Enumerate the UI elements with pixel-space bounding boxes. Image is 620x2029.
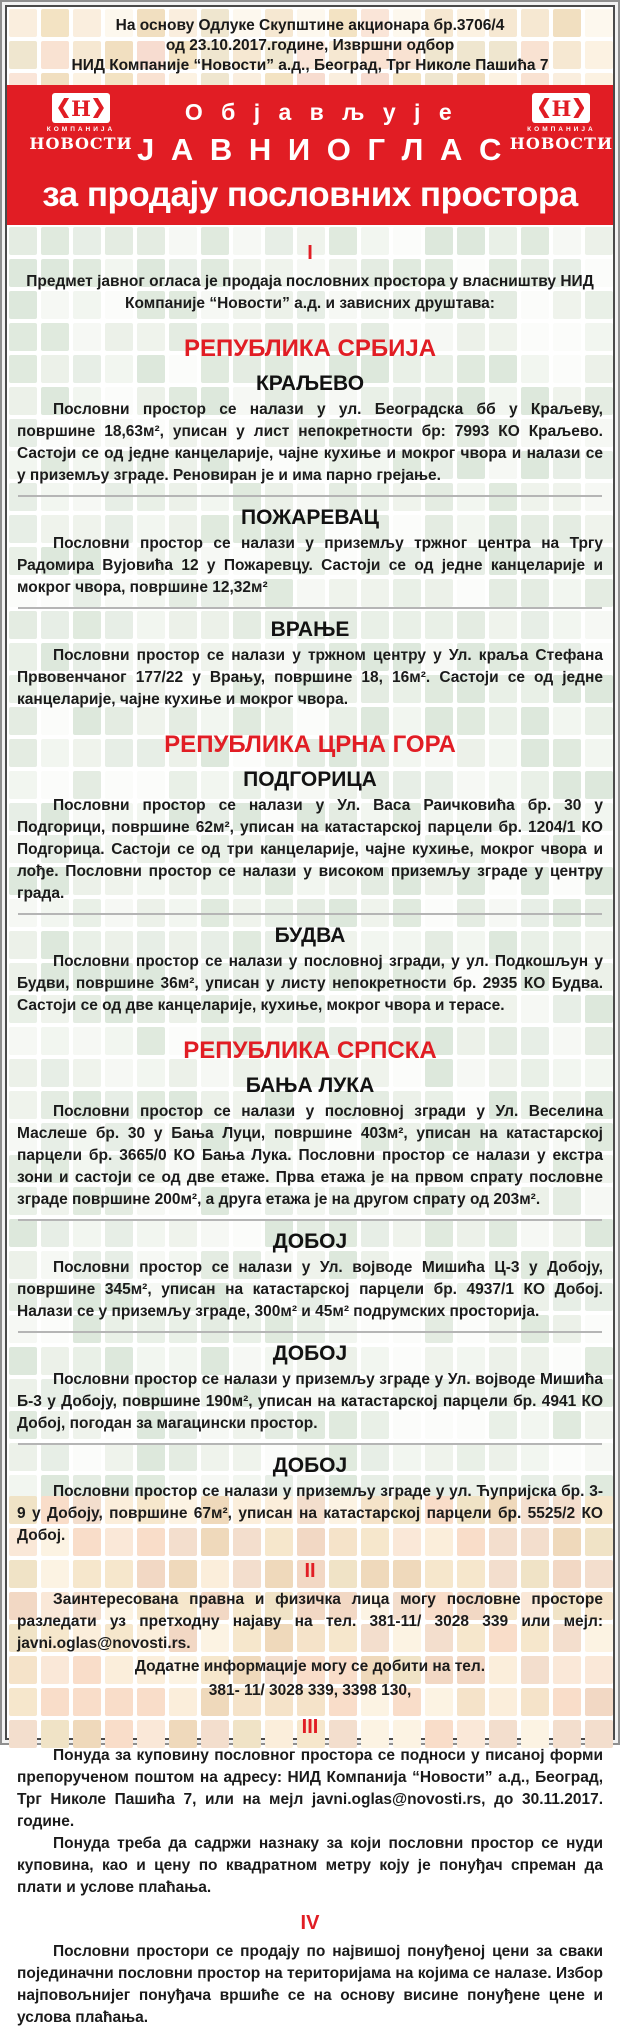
masthead [7, 7, 613, 85]
masthead-line-1: На основу Одлуке Скупштине акционара бр.3706/4 [115, 17, 505, 34]
section-1-intro: Предмет јавног огласа је продаја пословних простора у власништву НИД Компаније “Новости” а.д. и зависних друштава: [26, 273, 594, 312]
logo-name-label: НОВОСТИ [29, 134, 133, 153]
section-3-offer-text: Понуда за куповину пословног простора се подноси у писаној форми препорученом поштом на адресу: НИД Компанија “Новости” а.д., Београд, Трг Николе Пашића 7, или на мејл javni.oglas@novosti.rs, до 30.11.2017. године. [17, 1747, 603, 1830]
novosti-logo-mark [52, 93, 110, 123]
logo-company-label: КОМПАНИЈА [527, 126, 596, 133]
city-description-doboj-1: Пословни простор се налази у Ул. војводе Мишића Ц-3 у Добоју, површине 345м², уписан на катастарској парцели бр. 4937/1 КО Добој. Налази се у приземљу зграде, 300м² и 45м² подрумских просторија. [17, 1259, 603, 1320]
section-4-numeral: IV [300, 1912, 320, 1934]
city-description-budva: Пословни простор се налази у пословној згради, у ул. Подкошљун у Будви, површине 36м², уписан у листу непокретности бр. 2935 КО Будва. Састоји се од две канцеларије, кухиње, мокрог чвора и терасе. [17, 953, 603, 1014]
city-heading-podgorica: ПОДГОРИЦА [243, 768, 377, 791]
city-heading-budva: БУДВА [274, 924, 346, 947]
city-heading-doboj-2: ДОБОЈ [272, 1342, 348, 1365]
city-description-pozarevac: Пословни простор се налази у приземљу тржног центра на Тргу Радомира Вујовића 12 у Пожаревцу. Састоји се од једне канцеларије и мокрог чвора, површине 12,32м² [17, 535, 603, 596]
banner-center [137, 93, 505, 168]
novosti-logo-left [25, 93, 137, 153]
city-heading-pozarevac: ПОЖАРЕВАЦ [241, 506, 379, 529]
chevron-right-icon [573, 98, 584, 118]
logo-company-label: КОМПАНИЈА [46, 126, 116, 133]
section-3-numeral: III [301, 1716, 319, 1738]
section-divider [18, 1219, 602, 1221]
banner-row [7, 85, 613, 168]
city-description-vranje: Пословни простор се налази у тржном центру у Ул. краља Стефана Првовенчаног 177/22 у Врању, површине 18, 16м². Састоји се од једне канцеларије, чајне кухиње и мокрог чвора. [17, 647, 603, 708]
city-description-podgorica: Пословни простор се налази у Ул. Васа Раичковића бр. 30 у Подгорици, површине 62м², уписан на катастарској парцели бр. 1204/1 КО Подгорица. Састоји се од три канцеларије, чајне кухиње, мокрог чвора и лође. Пословни простор се налази у високом приземљу зграде у центру града. [17, 797, 603, 902]
republic-heading-srbija: РЕПУБЛИКА СРБИЈА [183, 335, 437, 362]
city-heading-banja-luka: БАЊА ЛУКА [245, 1074, 375, 1097]
section-divider [18, 1443, 602, 1445]
section-3-offer-contents-text: Понуда треба да садржи назнаку за који пословни простор се нуди куповина, као и цену по квадратном метру коју је понуђач спреман да плати и услове плаћања. [17, 1835, 603, 1896]
novosti-logo-mark [532, 93, 590, 123]
city-description-doboj-2: Пословни простор се налази у приземљу зграде у Ул. војводе Мишића Б-3 у Добоју, површине 190м², уписан на катастарској парцели бр. 4941 КО Добој, погодан за магацински простор. [17, 1371, 603, 1432]
city-heading-kraljevo: КРАЉЕВО [255, 372, 365, 395]
banner-subtitle: за продају пословних простора [42, 175, 578, 214]
ad-body [7, 225, 613, 2026]
chevron-left-icon [539, 98, 550, 118]
masthead-line-2: од 23.10.2017.године, Извршни одбор [165, 37, 455, 54]
city-heading-vranje: ВРАЊЕ [270, 618, 350, 641]
section-2-info-line: Додатне информације могу се добити на тел. [134, 1658, 486, 1675]
red-banner [7, 85, 613, 225]
section-2-numeral: II [304, 1560, 316, 1582]
section-divider [18, 495, 602, 497]
city-description-banja-luka: Пословни простор се налази у пословној згради у Ул. Веселина Маслеше бр. 30 у Бања Луци, површине 403м², уписан на катастарској парцели бр. 3665/0 КО Бања Лука. Пословни простор се налази у екстра зони и састоји се од две етаже. Прва етажа је на првом спрату пословне зграде површине 200м², а друга етажа је на другом спрату од 203м². [17, 1103, 603, 1208]
logo-name-label: НОВОСТИ [509, 134, 614, 153]
banner-title: Ј А В Н И О Г Л А С [137, 132, 506, 167]
section-4-sale-terms-text: Пословни простори се продају по највишој понуђеној цени за сваки појединачни пословни простор на територијама на којима се налазе. Избор најповољнијег понуђача вршиће се на основу висине понуђене цене и услова плаћања. [17, 1943, 603, 2026]
banner-publishes-line: О б ј а в љ у ј е [184, 99, 458, 125]
section-divider [18, 913, 602, 915]
chevron-left-icon [58, 98, 69, 118]
logo-letter-n: Н [551, 95, 572, 121]
section-1-numeral: I [307, 242, 313, 264]
ad-inner-frame [5, 5, 615, 2026]
city-heading-doboj-1: ДОБОЈ [272, 1230, 348, 1253]
city-description-kraljevo: Пословни простор се налази у ул. Београдска бб у Краљеву, површине 18,63м², уписан у лист непокретности бр: 7993 КО Краљево. Састоји се од једне канцеларије, чајне кухиње и мокрог чвора и налази се у приземљу зграде. Реновиран је и има парно грејање. [17, 401, 603, 484]
masthead-line-3: НИД Компаније “Новости” а.д., Београд, Трг Николе Пашића 7 [71, 57, 549, 74]
section-divider [18, 607, 602, 609]
novosti-logo-right [505, 93, 617, 153]
chevron-right-icon [93, 98, 104, 118]
city-heading-doboj-3: ДОБОЈ [272, 1454, 348, 1477]
section-2-viewing-text: Заинтересована правна и физичка лица могу пословне просторе разледати уз претходну најаву на тел. 381-11/ 3028 339 или мејл: javni.oglas@novosti.rs. [17, 1591, 603, 1652]
logo-letter-n: Н [71, 95, 91, 121]
section-divider [18, 1331, 602, 1333]
section-2-phone-numbers: 381- 11/ 3028 339, 3398 130, [208, 1682, 412, 1699]
republic-heading-srpska: РЕПУБЛИКА СРПСКА [183, 1037, 437, 1064]
republic-heading-crna-gora: РЕПУБЛИКА ЦРНА ГОРА [164, 731, 456, 758]
city-description-doboj-3: Пословни простор се налази у приземљу зграде у ул. Ћупријска бр. 3-9 у Добоју, површине 67м², уписан на катастарској парцели бр. 5525/2 КО Добој. [17, 1483, 603, 1544]
